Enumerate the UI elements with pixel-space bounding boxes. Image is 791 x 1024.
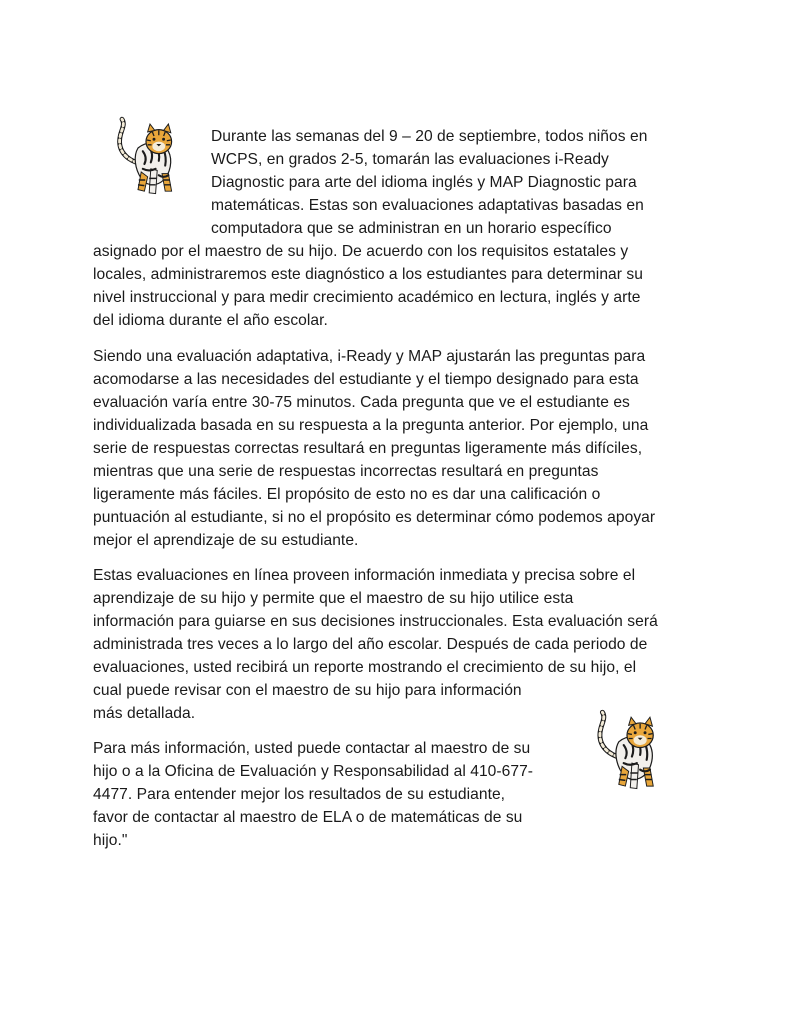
paragraph-line: asignado por el maestro de su hijo. De acuerdo con los requisitos estatales y bbox=[93, 243, 629, 260]
paragraph-line: favor de contactar al maestro de ELA o de matemáticas de su bbox=[93, 809, 523, 826]
paragraph-line: administrada tres veces a lo largo del año escolar. Después de cada periodo de bbox=[93, 636, 648, 653]
paragraph-line: nivel instruccional y para medir crecimiento académico en lectura, inglés y arte bbox=[93, 289, 641, 306]
paragraph-line: Durante las semanas del 9 – 20 de septiembre, todos niños en bbox=[211, 128, 648, 145]
paragraph-line: ligeramente más fáciles. El propósito de esto no es dar una calificación o bbox=[93, 486, 601, 503]
paragraph-line: evaluación varía entre 30-75 minutos. Cada pregunta que ve el estudiante es bbox=[93, 394, 630, 411]
paragraph-line: más detallada. bbox=[93, 705, 196, 722]
paragraph-line: hijo o a la Oficina de Evaluación y Responsabilidad al 410-677- bbox=[93, 763, 534, 780]
paragraph-line: mejor el aprendizaje de su estudiante. bbox=[93, 532, 359, 549]
paragraph-line: aprendizaje de su hijo y permite que el maestro de su hijo utilice esta bbox=[93, 590, 574, 607]
paragraph-line: Siendo una evaluación adaptativa, i-Ready y MAP ajustarán las preguntas para bbox=[93, 348, 646, 365]
paragraph-line: individualizada basada en su respuesta a la pregunta anterior. Por ejemplo, una bbox=[93, 417, 649, 434]
walking-tiger-icon bbox=[586, 700, 668, 800]
paragraph-line: WCPS, en grados 2-5, tomarán las evaluaciones i-Ready bbox=[211, 151, 609, 168]
paragraph-line: mientras que una serie de respuestas incorrectas resultará en preguntas bbox=[93, 463, 599, 480]
paragraph-line: Estas evaluaciones en línea proveen información inmediata y precisa sobre el bbox=[93, 567, 636, 584]
paragraph-line: hijo." bbox=[93, 832, 128, 849]
paragraph-line: Para más información, usted puede contactar al maestro de su bbox=[93, 740, 531, 757]
paragraph-line: computadora que se administran en un horario específico bbox=[211, 220, 612, 237]
paragraph-line: matemáticas. Estas son evaluaciones adaptativas basadas en bbox=[211, 197, 644, 214]
paragraph-line: Diagnostic para arte del idioma inglés y MAP Diagnostic para bbox=[211, 174, 637, 191]
walking-tiger-icon bbox=[106, 106, 186, 206]
paragraph-line: puntuación al estudiante, si no el propósito es determinar cómo podemos apoyar bbox=[93, 509, 656, 526]
paragraph-line: locales, administraremos este diagnóstico a los estudiantes para determinar su bbox=[93, 266, 643, 283]
paragraph-line: del idioma durante el año escolar. bbox=[93, 312, 328, 329]
paragraph-line: evaluaciones, usted recibirá un reporte mostrando el crecimiento de su hijo, el bbox=[93, 659, 637, 676]
paragraph-line: 4477. Para entender mejor los resultados de su estudiante, bbox=[93, 786, 506, 803]
paragraph-line: información para guiarse en sus decisiones instruccionales. Esta evaluación será bbox=[93, 613, 658, 630]
paragraph-line: acomodarse a las necesidades del estudiante y el tiempo designado para esta bbox=[93, 371, 639, 388]
paragraph-line: serie de respuestas correctas resultará en preguntas ligeramente más difíciles, bbox=[93, 440, 643, 457]
paragraph-line: cual puede revisar con el maestro de su hijo para información bbox=[93, 682, 522, 699]
